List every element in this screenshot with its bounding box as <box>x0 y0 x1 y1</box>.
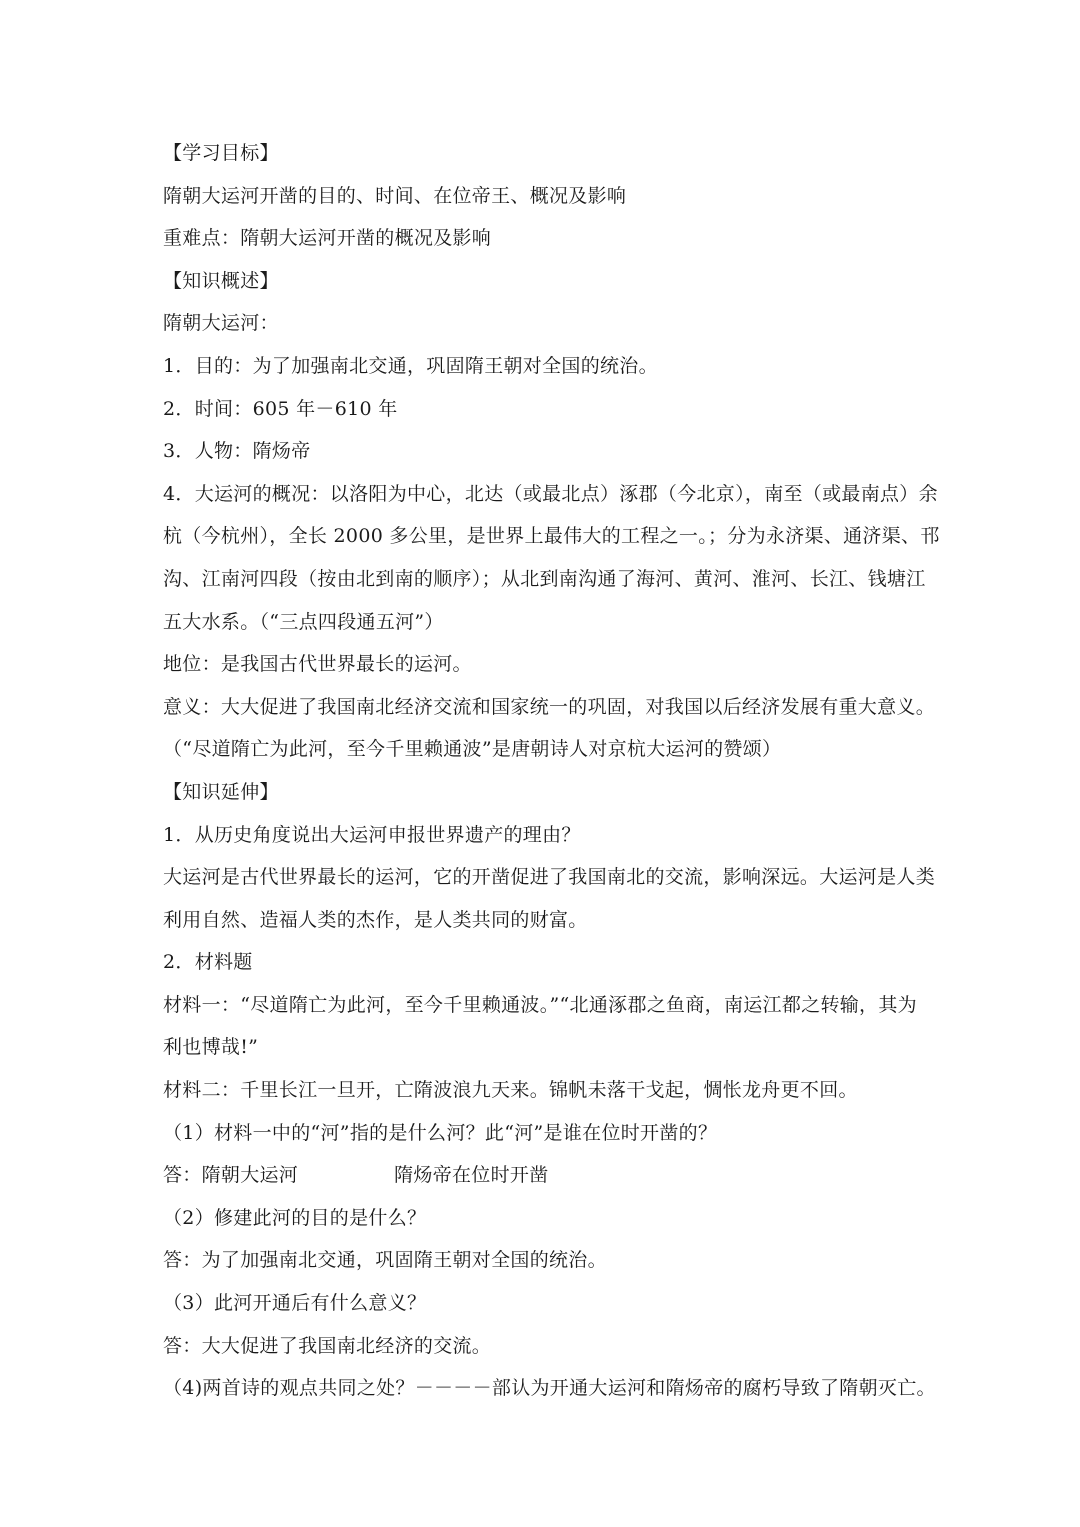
material-2: 材料二：千里长江一旦开，亡隋波浪九天来。锦帆未落干戈起，惆怅龙舟更不回。 <box>163 1079 858 1102</box>
significance-text: 意义：大大促进了我国南北经济交流和国家统一的巩固，对我国以后经济发展有重大意义。 <box>163 695 936 718</box>
sub-answer-1-part1: 答：隋朝大运河 <box>163 1164 299 1187</box>
section-heading-extension: 【知识延伸】 <box>163 780 279 803</box>
material-1-line: 材料一：“尽道隋亡为此河，至今千里赖通波。”“北通涿郡之鱼商，南运江都之转输，其为 <box>163 993 917 1016</box>
item-overview-line: 杭（今杭州），全长 2000 多公里，是世界上最伟大的工程之一。；分为永济渠、通济渠、邗 <box>163 525 940 548</box>
section-heading-overview: 【知识概述】 <box>163 269 279 292</box>
goals-text: 隋朝大运河开凿的目的、时间、在位帝王、概况及影响 <box>163 184 627 207</box>
sub-answer-1 <box>163 1154 923 1197</box>
sub-answer-1-part2: 隋炀帝在位时开凿 <box>394 1164 549 1187</box>
poem-note: （“尽道隋亡为此河，至今千里赖通波”是唐朝诗人对京杭大运河的赞颂） <box>163 738 782 761</box>
key-points: 重难点：隋朝大运河开凿的概况及影响 <box>163 227 492 250</box>
canal-heading: 隋朝大运河： <box>163 312 279 335</box>
sub-question-1: （1）材料一中的“河”指的是什么河？此“河”是谁在位时开凿的？ <box>163 1121 718 1144</box>
sub-answer-3: 答：大大促进了我国南北经济的交流。 <box>163 1334 492 1357</box>
question-2: 2．材料题 <box>163 951 253 974</box>
item-overview-line: 4．大运河的概况：以洛阳为中心，北达（或最北点）涿郡（今北京），南至（或最南点）余 <box>163 482 938 505</box>
item-overview-line: 五大水系。（“三点四段通五河”） <box>163 610 444 633</box>
sub-question-4: （4)两首诗的观点共同之处？－－－－部认为开通大运河和隋炀帝的腐朽导致了隋朝灭亡。 <box>163 1377 936 1400</box>
item-purpose: 1．目的：为了加强南北交通，巩固隋王朝对全国的统治。 <box>163 354 658 377</box>
sub-answer-2: 答：为了加强南北交通，巩固隋王朝对全国的统治。 <box>163 1249 607 1272</box>
sub-question-3: （3）此河开通后有什么意义？ <box>163 1292 427 1315</box>
document-body <box>163 132 940 1410</box>
item-time: 2．时间：605 年－610 年 <box>163 397 398 420</box>
question-1: 1．从历史角度说出大运河申报世界遗产的理由？ <box>163 823 581 846</box>
answer-1-line: 大运河是古代世界最长的运河，它的开凿促进了我国南北的交流，影响深远。大运河是人类 <box>163 866 936 889</box>
item-overview-line: 沟、江南河四段（按由北到南的顺序）；从北到南沟通了海河、黄河、淮河、长江、钱塘江 <box>163 567 926 590</box>
status-text: 地位：是我国古代世界最长的运河。 <box>163 653 472 676</box>
section-heading-goals: 【学习目标】 <box>163 142 279 164</box>
sub-question-2: （2）修建此河的目的是什么？ <box>163 1206 427 1229</box>
material-1-line: 利也博哉!” <box>163 1036 259 1059</box>
item-person: 3．人物：隋炀帝 <box>163 440 311 463</box>
answer-1-line: 利用自然、造福人类的杰作，是人类共同的财富。 <box>163 908 588 931</box>
